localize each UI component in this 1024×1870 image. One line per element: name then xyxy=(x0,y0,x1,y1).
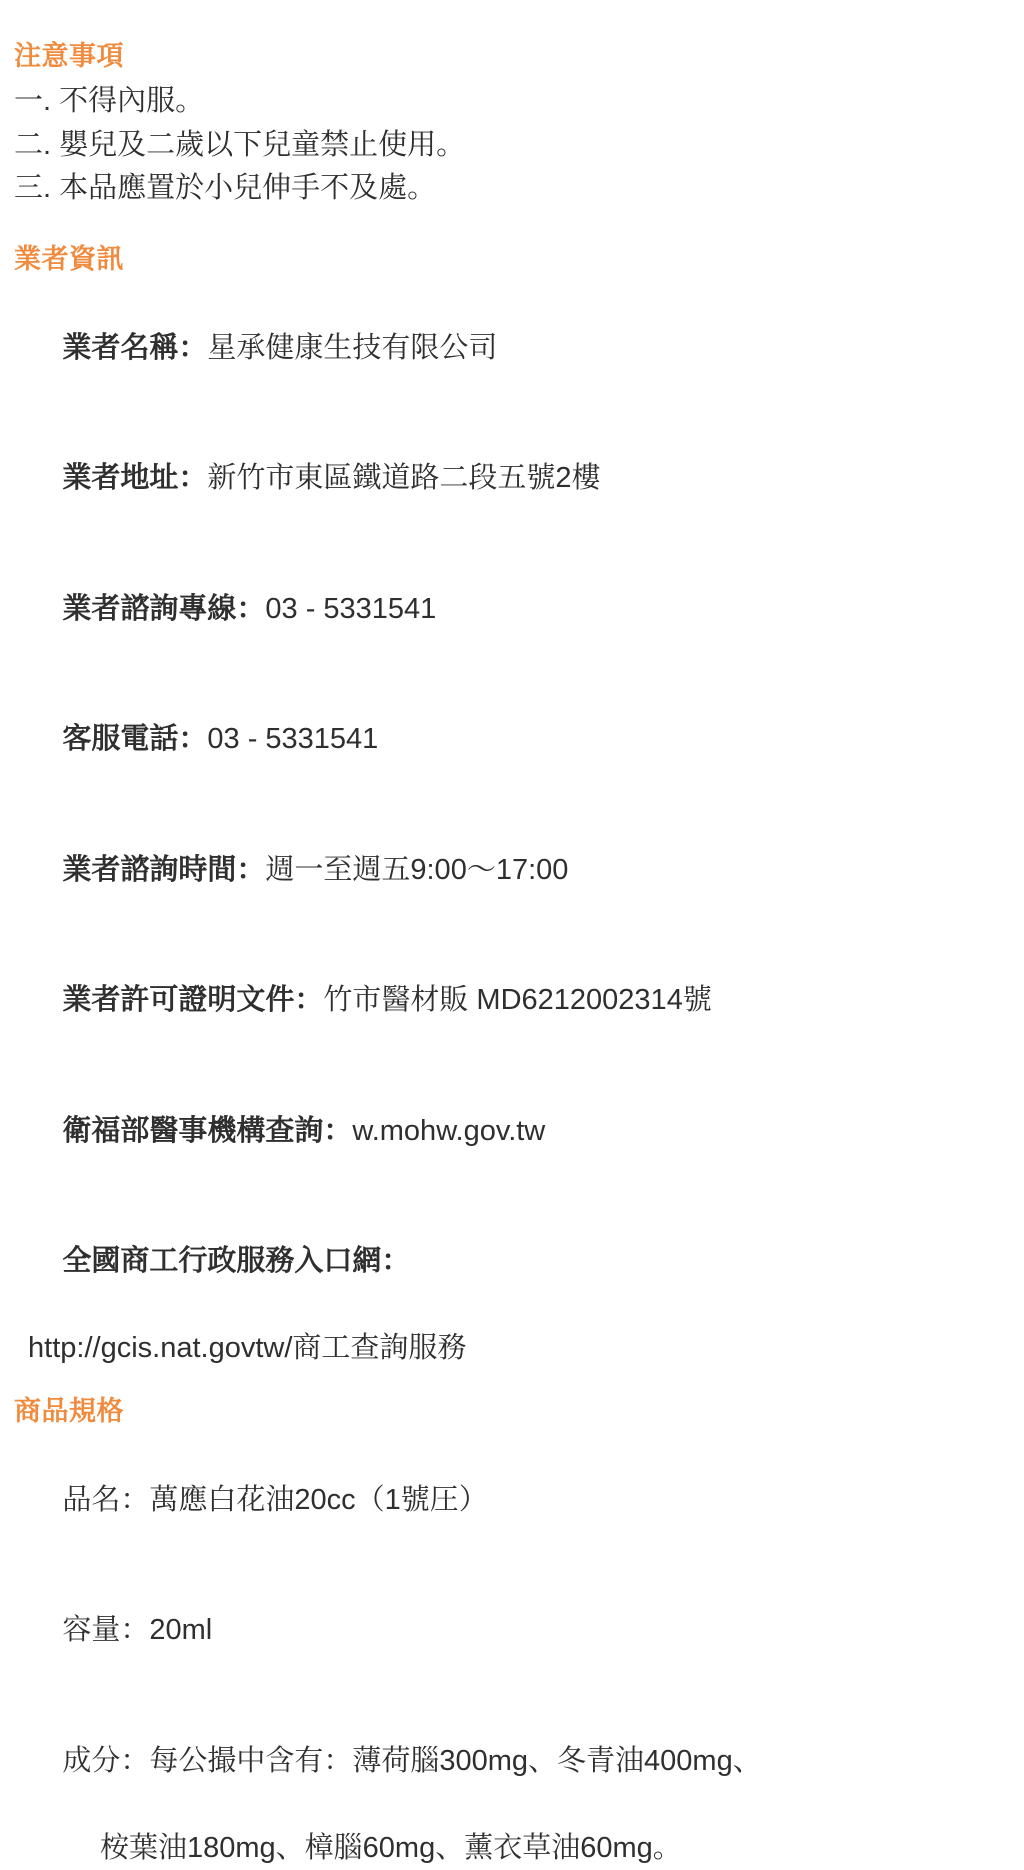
field-separator: ： xyxy=(178,462,208,495)
field-value: 萬應白花油20cc（1號圧） xyxy=(149,1483,488,1516)
field-value: 竹市醫材販 MD6212002314號 xyxy=(323,984,712,1017)
notice-section xyxy=(14,38,1004,211)
field-separator: ： xyxy=(294,984,324,1017)
field-value: 每公撮中含有：薄荷腦300mg、冬青油400mg、 xyxy=(149,1744,762,1777)
field-value: 新竹市東區鐵道路二段五號2樓 xyxy=(207,462,601,495)
field-separator: ： xyxy=(236,853,266,886)
field-label: 業者地址 xyxy=(62,462,179,495)
field-value: 星承健康生技有限公司 xyxy=(207,331,498,364)
field-value: 週一至週五9:00～17:00 xyxy=(265,853,569,886)
spec-row-volume xyxy=(14,1566,1004,1697)
field-separator: ： xyxy=(120,1744,150,1777)
field-value: 03 - 5331541 xyxy=(207,723,379,756)
field-label: 業者名稱 xyxy=(62,331,179,364)
field-separator: ： xyxy=(323,1114,353,1147)
field-value: w.mohw.gov.tw xyxy=(352,1114,546,1147)
field-label: 業者許可證明文件 xyxy=(62,984,295,1017)
company-row-license xyxy=(14,936,1004,1067)
company-row-gcis-portal xyxy=(14,1197,1004,1328)
field-value: 20ml xyxy=(149,1614,213,1647)
notice-section-title: 注意事項 xyxy=(14,41,124,71)
field-separator: ： xyxy=(236,592,266,625)
company-section xyxy=(14,241,1004,1371)
field-separator: ： xyxy=(120,1614,150,1647)
company-row-service-phone xyxy=(14,675,1004,806)
field-label: 客服電話 xyxy=(62,723,179,756)
field-separator: ： xyxy=(381,1245,411,1278)
list-item: 二. 嬰兒及二歲以下兒童禁止使用。 xyxy=(14,128,466,161)
field-separator: ： xyxy=(178,331,208,364)
company-row-name xyxy=(14,283,1004,414)
spec-section-title: 商品規格 xyxy=(14,1395,124,1426)
field-value: 03 - 5331541 xyxy=(265,592,437,625)
list-item: 三. 本品應置於小兒伸手不及處。 xyxy=(14,172,437,205)
spec-row-ingredients xyxy=(14,1696,1004,1827)
company-row-address xyxy=(14,414,1004,545)
field-label: 衛福部醫事機構查詢 xyxy=(62,1114,324,1147)
field-label: 全國商工行政服務入口網 xyxy=(62,1245,382,1278)
notice-list xyxy=(14,80,1004,211)
company-row-hotline xyxy=(14,544,1004,675)
company-row-hours xyxy=(14,805,1004,936)
field-label: 業者諮詢時間 xyxy=(62,853,237,886)
list-item: 一. 不得內服。 xyxy=(14,85,205,118)
company-row-mohw-lookup xyxy=(14,1066,1004,1197)
field-label: 成分 xyxy=(62,1744,121,1777)
spacer xyxy=(14,1375,1004,1393)
field-separator: ： xyxy=(120,1483,150,1516)
company-gcis-url: http://gcis.nat.govtw/商工查詢服務 xyxy=(20,1332,467,1365)
spacer xyxy=(14,215,1004,241)
spec-section xyxy=(14,1393,1004,1870)
field-label: 業者諮詢專線 xyxy=(62,592,237,625)
spec-row-product-name xyxy=(14,1435,1004,1566)
field-label: 容量 xyxy=(62,1614,121,1647)
field-separator: ： xyxy=(178,723,208,756)
company-section-title: 業者資訊 xyxy=(14,243,124,274)
field-label: 品名 xyxy=(62,1483,121,1516)
spec-ingredients-continuation: 桉葉油180mg、樟腦60mg、薰衣草油60mg。 xyxy=(100,1831,682,1864)
